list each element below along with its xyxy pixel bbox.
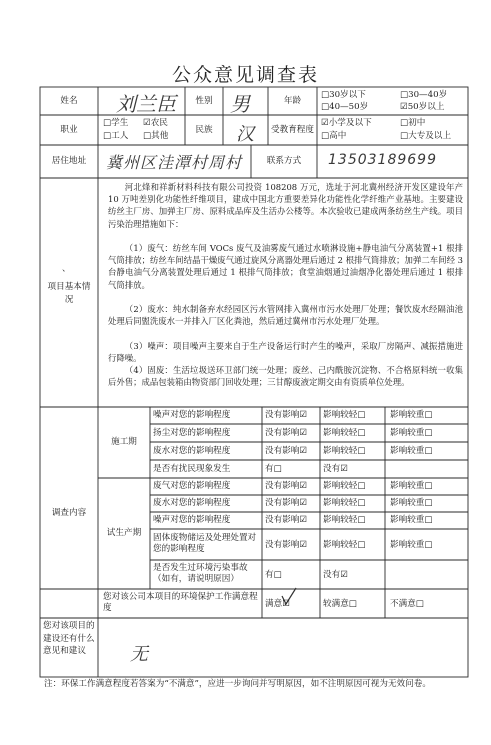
construction-noise-light[interactable]: 影响较轻□ (323, 410, 366, 420)
edu-option-junior[interactable]: □初中 (400, 118, 426, 128)
suggestion-value[interactable]: 无 (130, 644, 148, 665)
edu-option-primary[interactable]: ☑小学及以下 (321, 118, 372, 128)
construction-dust-heavy[interactable]: 影响较重□ (390, 428, 433, 438)
operation-accident-no[interactable]: 没有☑ (323, 570, 348, 580)
satisfaction-fairly-satisfied[interactable]: 较满意□ (323, 599, 357, 609)
construction-disturb-item: 是否有扰民现象发生 (153, 464, 231, 474)
gender-value[interactable]: 男 (230, 92, 250, 116)
project-noise-paragraph: （3）噪声：项目噪声主要来自于生产设备运行时产生的噪声，采取厂房隔声、减振措施进行降噪。 (108, 341, 463, 364)
construction-water-light[interactable]: 影响较轻□ (323, 446, 366, 456)
job-option-student[interactable]: □学生 (103, 118, 129, 128)
construction-disturb-no[interactable]: 没有☑ (323, 464, 348, 474)
operation-water-item: 废水对您的影响程度 (153, 498, 231, 508)
name-value[interactable]: 刘兰臣 (116, 92, 176, 116)
operation-water-none[interactable]: 没有影响☑ (265, 498, 308, 508)
construction-dust-none[interactable]: 没有影响☑ (265, 428, 308, 438)
job-label: 职业 (60, 125, 78, 135)
ethnic-label: 民族 (195, 125, 213, 135)
operation-gas-light[interactable]: 影响较轻□ (323, 481, 366, 491)
operation-accident-item: 是否发生过环境污染事故（如有，请说明原因） (153, 563, 248, 584)
project-wastewater-paragraph: （2）废水：纯水制备弃水经园区污水管网排入冀州市污水处理厂处理；餐饮废水经隔油池处理后同盥洗废水一并排入厂区化粪池，然后通过冀州市污水处理厂处理。 (108, 304, 463, 327)
project-info-label: 项目基本情况 (47, 282, 91, 305)
operation-solid-light[interactable]: 影响较轻□ (323, 540, 366, 550)
operation-accident-yes[interactable]: 有□ (265, 570, 282, 580)
construction-noise-item: 噪声对您的影响程度 (153, 410, 231, 420)
age-label: 年龄 (283, 96, 302, 106)
name-label: 姓名 (60, 96, 78, 106)
project-exhaust-paragraph: （1）废气：纺丝车间 VOCs 废气及油雾废气通过水喷淋设施+静电油气分离装置+1 根排气筒排放；纺丝车间结晶干燥废气通过旋风分离器处理后通过 2 根排气筒排放；加弹二车间经 3 台静电油气分离装置处理后通过 1 根排气筒排放；食堂油烟通过油烟净化器处理后通过 1 根排气筒排放。 (108, 243, 463, 290)
operation-water-light[interactable]: 影响较轻□ (323, 498, 366, 508)
operation-gas-heavy[interactable]: 影响较重□ (390, 481, 433, 491)
construction-dust-light[interactable]: 影响较轻□ (323, 428, 366, 438)
age-option-over50[interactable]: ☑50岁以上 (400, 102, 445, 112)
operation-gas-item: 废气对您的影响程度 (153, 481, 231, 491)
edu-option-college[interactable]: □大专及以上 (400, 131, 452, 141)
construction-water-item: 废水对您的影响程度 (153, 446, 231, 456)
construction-water-heavy[interactable]: 影响较重□ (390, 446, 433, 456)
age-option-40-50[interactable]: □40—50岁 (321, 102, 369, 112)
tick-mark: 、 (62, 264, 71, 274)
satisfaction-item: 您对该公司本项目的环境保护工作满意程度 (103, 592, 258, 613)
operation-noise-none[interactable]: 没有影响☑ (265, 515, 308, 525)
operation-noise-light[interactable]: 影响较轻□ (323, 515, 366, 525)
ethnic-value[interactable]: 汉 (236, 124, 254, 145)
gender-label: 性别 (195, 96, 213, 106)
project-solidwaste-paragraph: （4）固废：生活垃圾送环卫部门统一处理；废丝、己内酰胺沉淀物、不合格原料统一收集后外售；成品包装箱由物资部门回收处理；三甘醇废液定期交由有资质单位处理。 (108, 365, 463, 388)
construction-disturb-yes[interactable]: 有□ (265, 464, 282, 474)
contact-value[interactable]: 13503189699 (328, 152, 437, 168)
age-option-under30[interactable]: □30岁以下 (321, 90, 366, 100)
construction-noise-none[interactable]: 没有影响☑ (265, 410, 308, 420)
operation-noise-item: 噪声对您的影响程度 (153, 515, 231, 525)
address-value[interactable]: 冀州区洼潭村周村 (106, 153, 243, 172)
survey-content-label: 调查内容 (51, 508, 87, 518)
operation-water-heavy[interactable]: 影响较重□ (390, 498, 433, 508)
construction-period-label: 施工期 (111, 437, 137, 447)
operation-noise-heavy[interactable]: 影响较重□ (390, 515, 433, 525)
satisfaction-dissatisfied[interactable]: 不满意□ (390, 599, 424, 609)
project-intro-paragraph: 河北烽和祥新材料科技有限公司投资 108208 万元，选址于河北冀州经济开发区建设年产 10 万吨差别化功能性纤维项目，建成中国北方重要差异化功能性化学纤维产业基地。主要建设纺丝主厂房、加弹主厂房、原料成品库及生活办公楼等。本次验收已建成两条纺丝生产线。项目污染治理措施如下： (108, 182, 463, 229)
satisfaction-satisfied[interactable]: 满意☑ (265, 599, 290, 609)
suggestion-label: 您对该项目的建设还有什么意见和建议 (43, 621, 95, 656)
operation-gas-none[interactable]: 没有影响☑ (265, 481, 308, 491)
operation-solid-item: 固体废物储运及处理处置对您的影响程度 (153, 533, 257, 554)
address-label: 居住地址 (51, 156, 87, 166)
construction-water-none[interactable]: 没有影响☑ (265, 446, 308, 456)
construction-noise-heavy[interactable]: 影响较重□ (390, 410, 433, 420)
contact-label: 联系方式 (266, 156, 302, 166)
operation-solid-heavy[interactable]: 影响较重□ (390, 540, 433, 550)
job-option-farmer[interactable]: ☑农民 (143, 118, 168, 128)
operation-period-label: 试生产期 (106, 528, 142, 538)
job-option-other[interactable]: □其他 (143, 131, 169, 141)
form-title: 公众意见调查表 (171, 64, 319, 86)
education-label: 受教育程度 (271, 125, 314, 135)
operation-solid-none[interactable]: 没有影响☑ (265, 540, 308, 550)
construction-dust-item: 扬尘对您的影响程度 (153, 428, 231, 438)
edu-option-senior[interactable]: □高中 (321, 131, 347, 141)
footnote: 注：环保工作满意程度若答案为“不满意”，应进一步询问并写明原因，如不注明原因可视为无效问卷。 (44, 679, 431, 689)
age-option-30-40[interactable]: □30—40岁 (400, 90, 448, 100)
job-option-worker[interactable]: □工人 (103, 131, 129, 141)
